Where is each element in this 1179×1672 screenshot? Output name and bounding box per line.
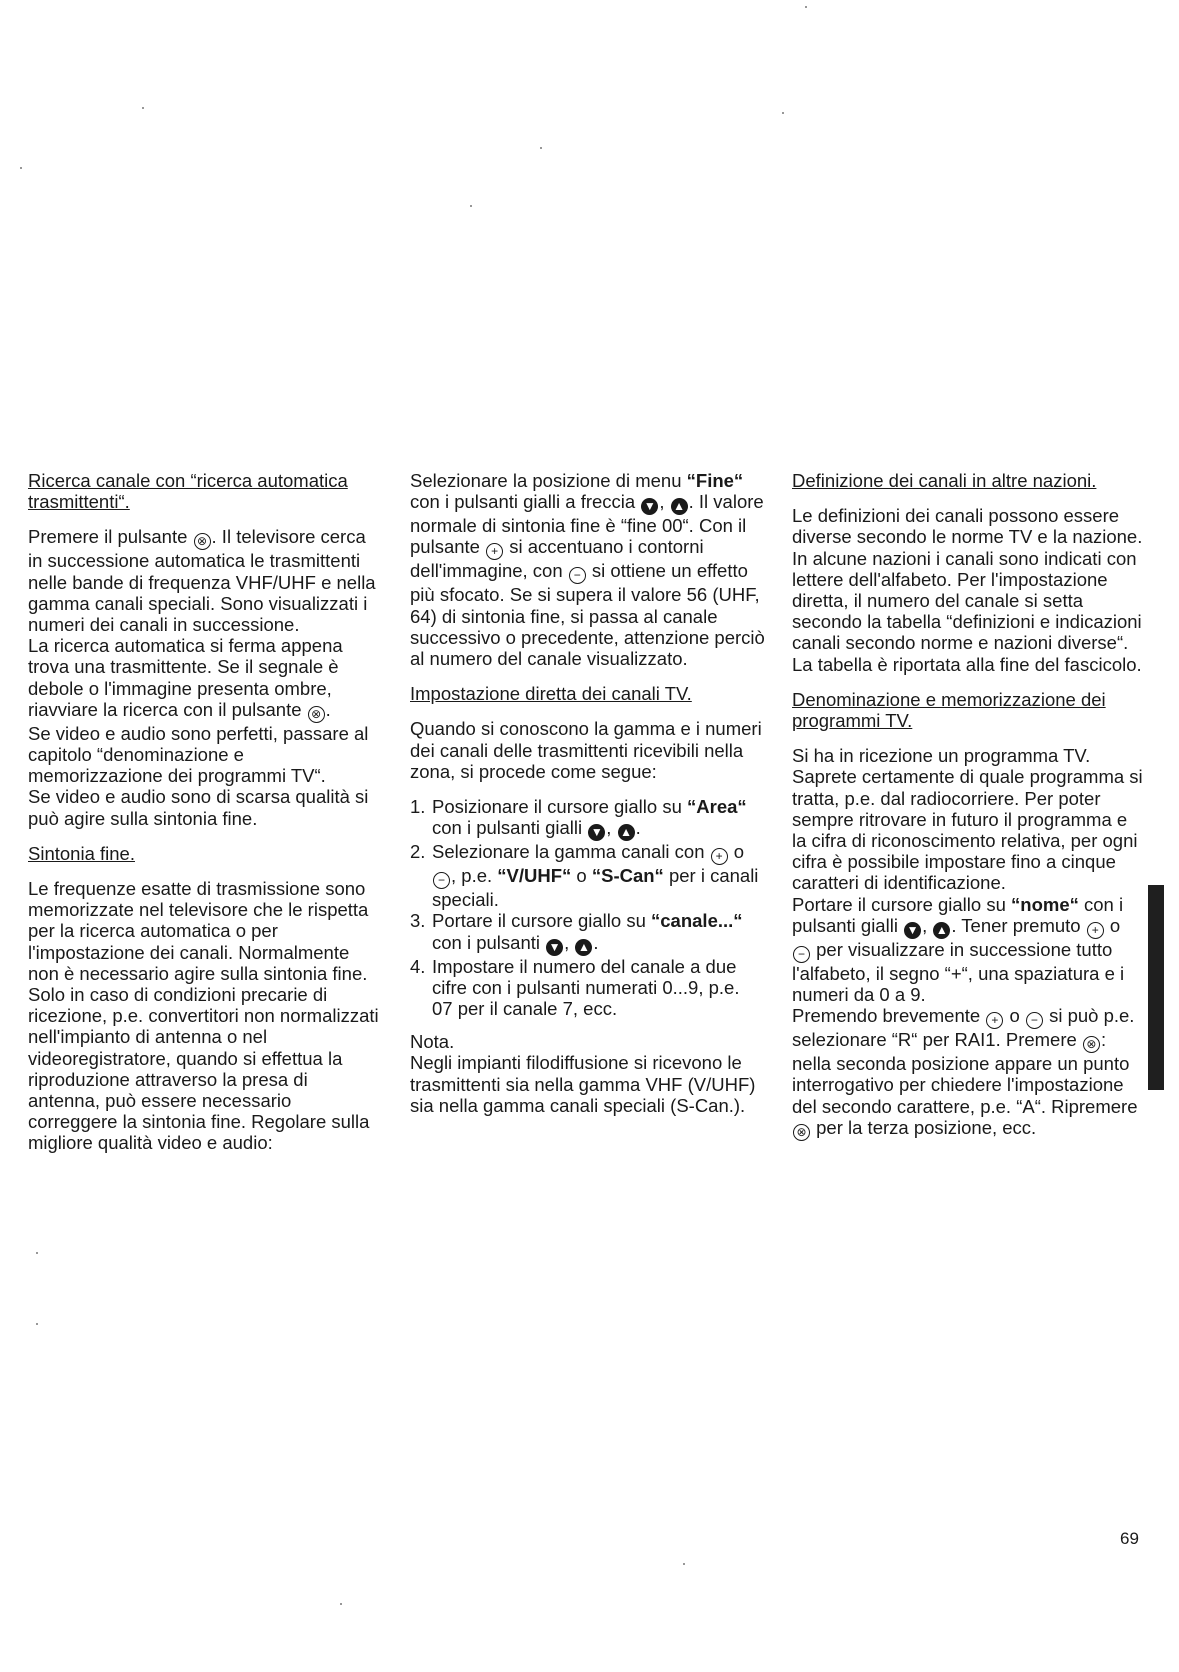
minus-icon: − [793, 946, 810, 963]
heading-ricerca-automatica: Ricerca canale con “ricerca automatica trasmittenti“. [28, 470, 348, 513]
paragraph: Se video e audio sono di scarsa qualità si può agire sulla sintonia fine. [28, 786, 369, 829]
list-item: 1. Posizionare il cursore giallo su “Area“ con i pulsanti gialli ▼ , ▲ . [410, 796, 747, 840]
arrow-down-icon: ▼ [904, 922, 921, 939]
column-1 [28, 470, 380, 1168]
ok-button-icon: ⊗ [194, 533, 211, 550]
minus-icon: − [433, 872, 450, 889]
page-number: 69 [1120, 1529, 1139, 1548]
paragraph: Le definizioni dei canali possono essere diverse secondo le norme TV e la nazione. In alcune nazioni i canali sono indicati con lettere dell'alfabeto. Per l'impostazione diretta, il numero del canale si setta secondo la tabella “definizioni e indicazioni canali secondo norme e nazioni diverse“. La tabella è riportata alla fine del fascicolo. [792, 505, 1143, 675]
scan-speck [20, 167, 22, 169]
heading-definizione-canali: Definizione dei canali in altre nazioni. [792, 470, 1097, 491]
arrow-up-icon: ▲ [933, 922, 950, 939]
paragraph: Se video e audio sono perfetti, passare al capitolo “denominazione e memorizzazione dei programmi TV“. [28, 722, 369, 787]
arrow-up-icon: ▲ [671, 498, 688, 515]
arrow-down-icon: ▼ [546, 939, 563, 956]
arrow-down-icon: ▼ [641, 498, 658, 515]
arrow-down-icon: ▼ [588, 824, 605, 841]
plus-icon: + [986, 1012, 1003, 1029]
ok-button-icon: ⊗ [308, 706, 325, 723]
heading-sintonia-fine: Sintonia fine. [28, 842, 135, 864]
minus-icon: − [569, 567, 586, 584]
plus-icon: + [1087, 922, 1104, 939]
ok-button-icon: ⊗ [793, 1124, 810, 1141]
section-marker-bar [1148, 885, 1164, 1090]
heading-impostazione-diretta: Impostazione diretta dei canali TV. [410, 683, 692, 705]
paragraph: Premendo brevemente + o − si può p.e. selezionare “R“ per RAI1. Premere ⊗ : nella seconda posizione appare un punto interrogativo per chiedere l'impostazione del secondo carattere, p.e. “A“. Ripremere ⊗ per la terza posizione, ecc. [792, 1005, 1138, 1139]
steps-list [410, 796, 765, 1019]
nota-label: Nota. [410, 1031, 455, 1053]
paragraph: Si ha in ricezione un programma TV. Saprete certamente di quale programma si tratta, p.e. dal radiocorriere. Per poter sempre ritrovare in futuro il programma e la cifra di riconoscimento relativa, per ogni cifra è possibile impostare fino a cinque caratteri di identificazione. [792, 745, 1143, 894]
paragraph: Premere il pulsante ⊗ . Il televisore cerca in successione automatica le trasmittenti nelle bande di frequenza VHF/UHF e nella gamma canali speciali. Sono visualizzati i numeri dei canali in successione. [28, 526, 376, 636]
minus-icon: − [1026, 1012, 1043, 1029]
paragraph: Negli impianti filodiffusione si ricevono le trasmittenti sia nella gamma VHF (V/UHF) sia nella gamma canali speciali (S-Can.). [410, 1052, 756, 1116]
scan-speck [782, 112, 784, 114]
paragraph: Portare il cursore giallo su “nome“ con i pulsanti gialli ▼ , ▲ . Tener premuto + o − per visualizzare in successione tutto l'alfabeto, il segno “+“, una spaziatura e i numeri da 0 a 9. [792, 893, 1125, 1006]
paragraph: La ricerca automatica si ferma appena trova una trasmittente. Se il segnale è debole o l'immagine presenta ombre, riavviare la ricerca con il pulsante ⊗ . [28, 635, 343, 721]
scan-speck [36, 1323, 38, 1325]
paragraph: Le frequenze esatte di trasmissione sono memorizzate nel televisore che le rispetta per la ricerca automatica o per l'impostazione dei canali. Normalmente non è necessario agire sulla sintonia fine. Solo in caso di condizioni precarie di ricezione, p.e. convertitori non normalizzati nell'impianto di antenna o nel videoregistratore, quando si effettua la riproduzione attraverso la presa di antenna, può essere necessario correggere la sintonia fine. Regolare sulla migliore qualità video e audio: [28, 878, 379, 1154]
arrow-up-icon: ▲ [618, 824, 635, 841]
scan-speck [540, 147, 542, 149]
scan-speck [340, 1603, 342, 1605]
scan-speck [142, 107, 144, 109]
scan-speck [683, 1563, 685, 1565]
arrow-up-icon: ▲ [575, 939, 592, 956]
scan-speck [470, 205, 472, 207]
list-item: 4. Impostare il numero del canale a due cifre con i pulsanti numerati 0...9, p.e. 07 per il canale 7, ecc. [410, 955, 740, 1020]
plus-icon: + [711, 848, 728, 865]
list-item: 2. Selezionare la gamma canali con + o − , p.e. “V/UHF“ o “S-Can“ per i canali speciali. [410, 841, 759, 911]
scan-speck [36, 1252, 38, 1254]
ok-button-icon: ⊗ [1083, 1036, 1100, 1053]
heading-denominazione: Denominazione e memorizzazione dei programmi TV. [792, 688, 1106, 732]
column-2 [410, 470, 765, 1130]
plus-icon: + [486, 543, 503, 560]
paragraph: Quando si conoscono la gamma e i numeri dei canali delle trasmittenti ricevibili nella zona, si procede come segue: [410, 718, 762, 782]
scan-speck [805, 6, 807, 8]
column-3 [792, 470, 1144, 1155]
paragraph: Selezionare la posizione di menu “Fine“ con i pulsanti gialli a freccia ▼ , ▲ . Il valore normale di sintonia fine è “fine 00“. Con il pulsante + si accentuano i contorni dell'immagine, con − si ottiene un effetto più sfocato. Se si supera il valore 56 (UHF, 64) di sintonia fine, si passa al canale successivo o precedente, attenzione perciò al numero del canale visualizzato. [410, 470, 765, 670]
list-item: 3. Portare il cursore giallo su “canale...“ con i pulsanti ▼ , ▲ . [410, 910, 743, 954]
